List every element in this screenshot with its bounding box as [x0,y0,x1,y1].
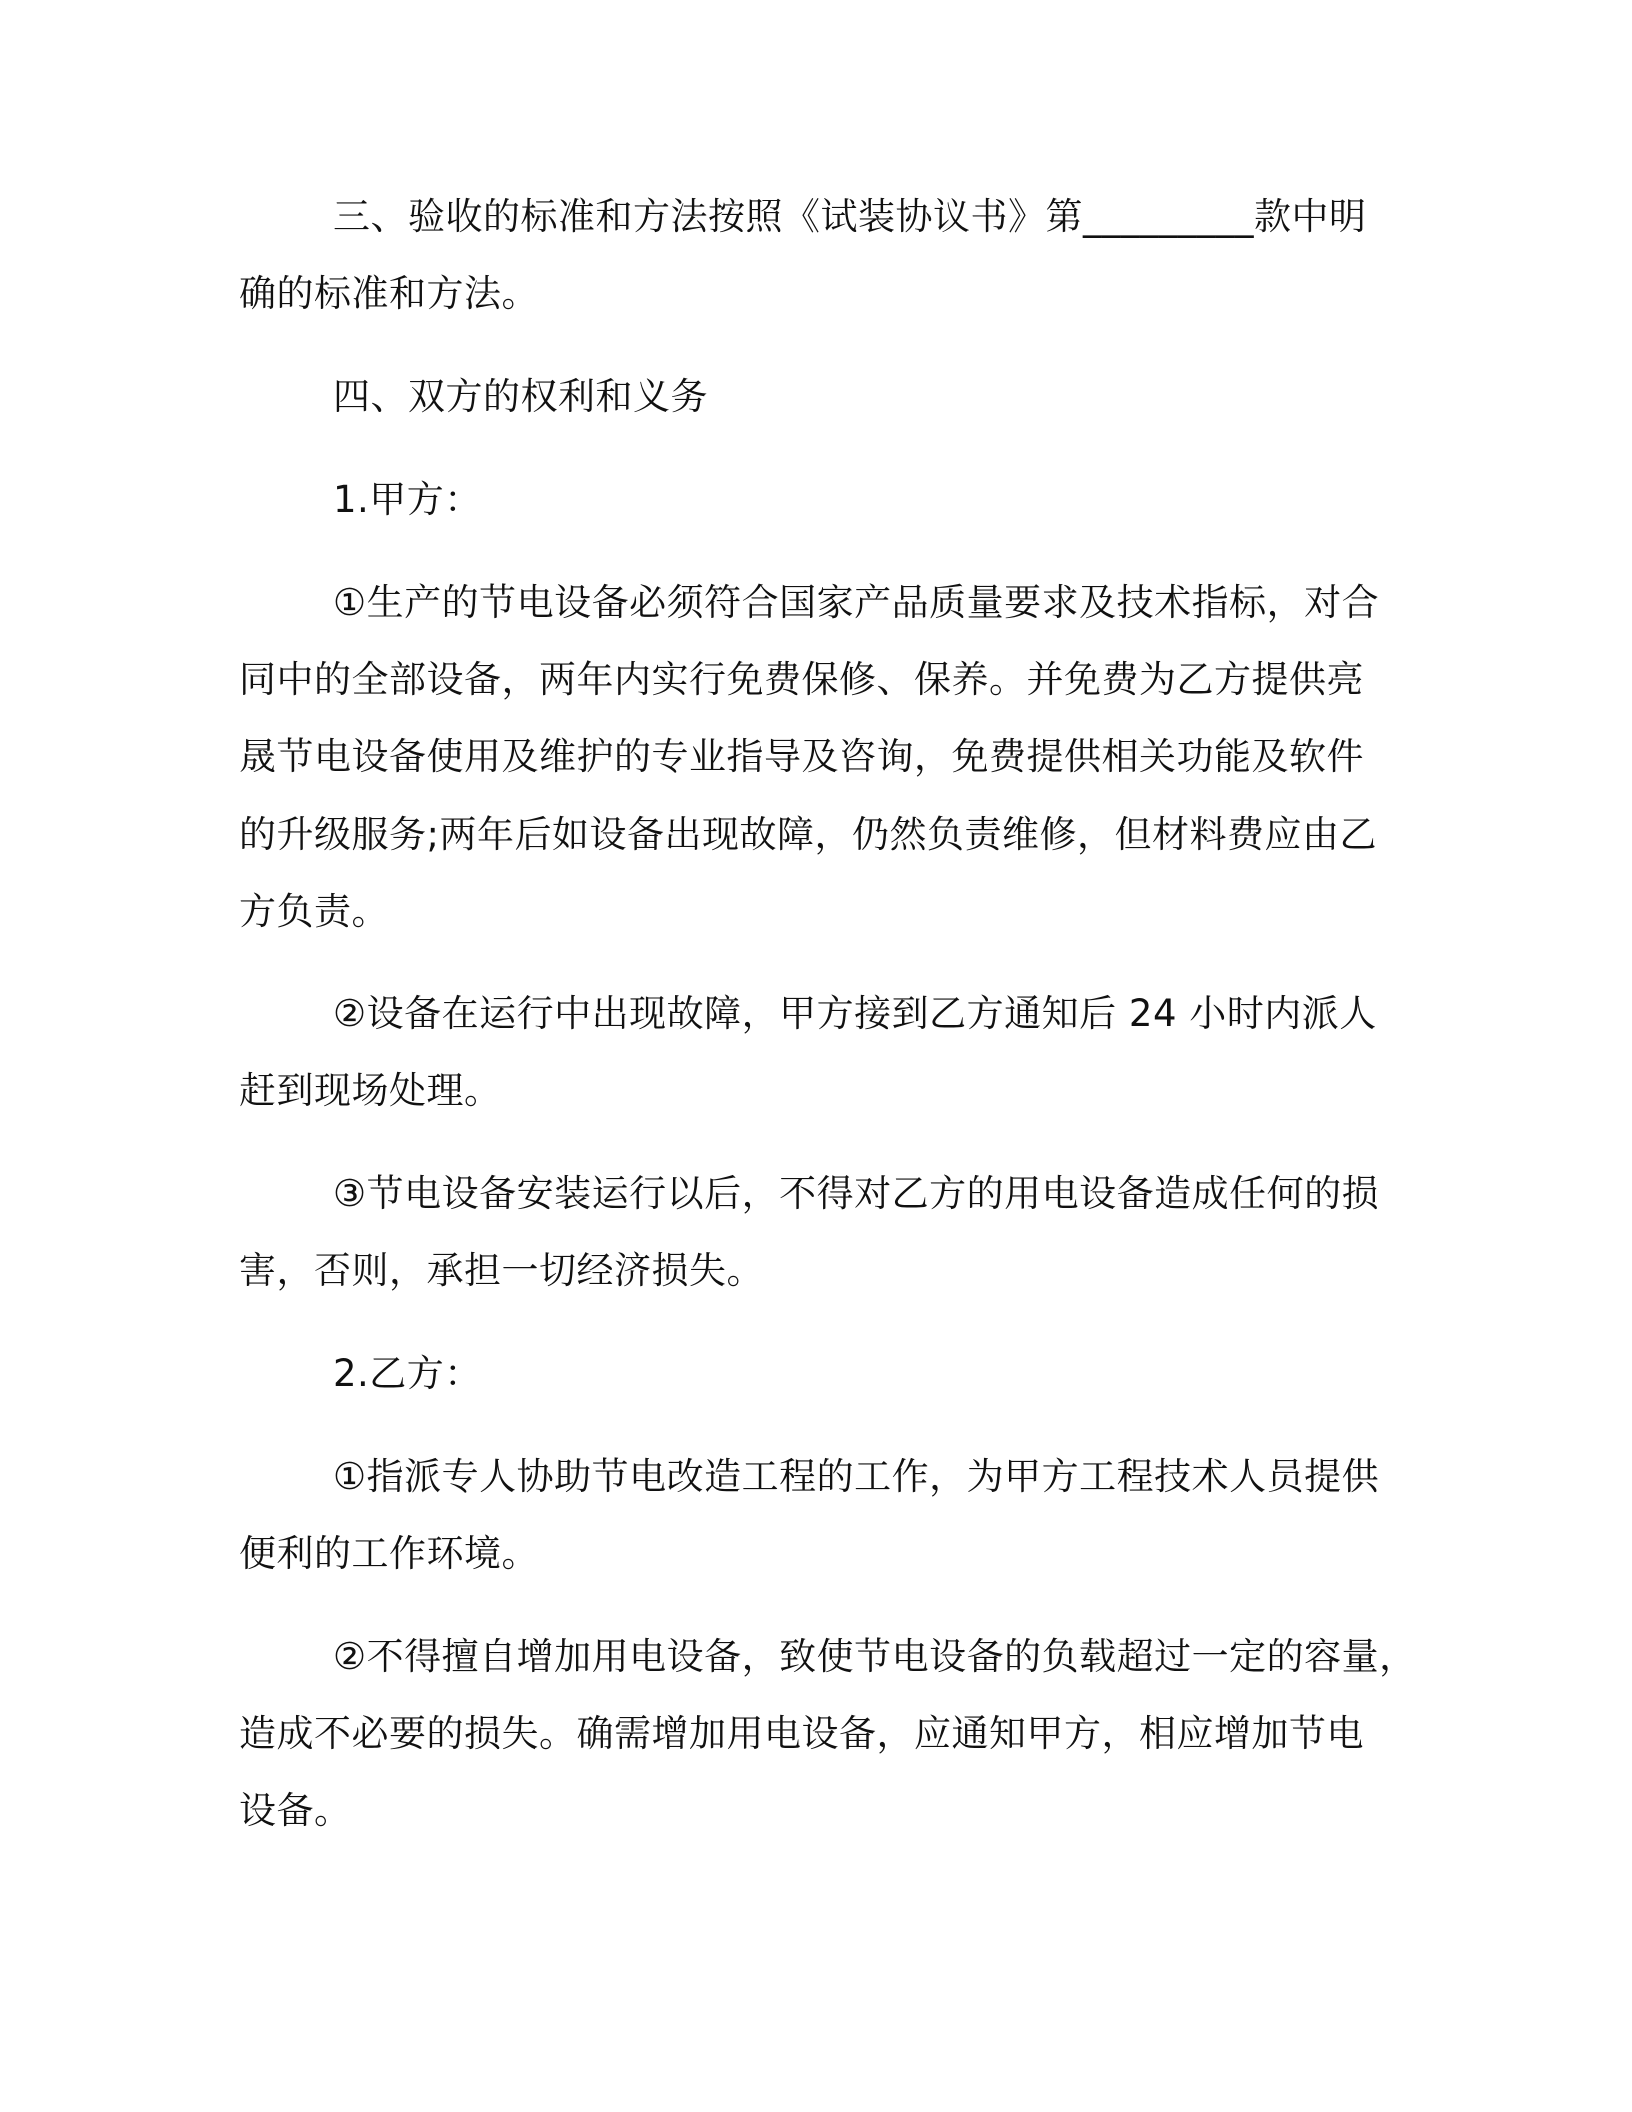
party-a-item-1-line-2: 同中的全部设备，两年内实行免费保修、保养。并免费为乙方提供亮 [239,658,1364,701]
section-4-heading: 四、双方的权利和义务 [333,375,708,418]
party-b-heading: 2.乙方： [333,1352,482,1395]
party-b-item-2-line-2: 造成不必要的损失。确需增加用电设备，应通知甲方，相应增加节电 [239,1712,1364,1755]
party-a-item-1-line-5: 方负责。 [239,890,389,933]
party-a-item-1-line-1: ①生产的节电设备必须符合国家产品质量要求及技术指标，对合 [333,581,1380,624]
party-b-item-1-line-1: ①指派专人协助节电改造工程的工作，为甲方工程技术人员提供 [333,1455,1380,1498]
party-a-item-2-line-2: 赶到现场处理。 [239,1069,502,1112]
party-a-item-3-line-1: ③节电设备安装运行以后，不得对乙方的用电设备造成任何的损 [333,1172,1380,1215]
party-b-item-2-line-1: ②不得擅自增加用电设备，致使节电设备的负载超过一定的容量， [333,1635,1417,1678]
party-a-item-1-line-4: 的升级服务;两年后如设备出现故障，仍然负责维修，但材料费应由乙 [239,813,1377,856]
party-a-item-2-line-1: ②设备在运行中出现故障，甲方接到乙方通知后 24 小时内派人 [333,992,1377,1035]
party-a-item-3-line-2: 害，否则，承担一切经济损失。 [239,1249,764,1292]
party-a-item-1-line-3: 晟节电设备使用及维护的专业指导及咨询，免费提供相关功能及软件 [239,735,1364,778]
party-b-item-1-line-2: 便利的工作环境。 [239,1532,539,1575]
party-b-item-2-line-3: 设备。 [239,1789,352,1832]
section-3-line-1: 三、验收的标准和方法按照《试装协议书》第_________款中明 [333,195,1367,238]
section-3-line-2: 确的标准和方法。 [239,272,539,315]
party-a-heading: 1.甲方： [333,478,482,521]
